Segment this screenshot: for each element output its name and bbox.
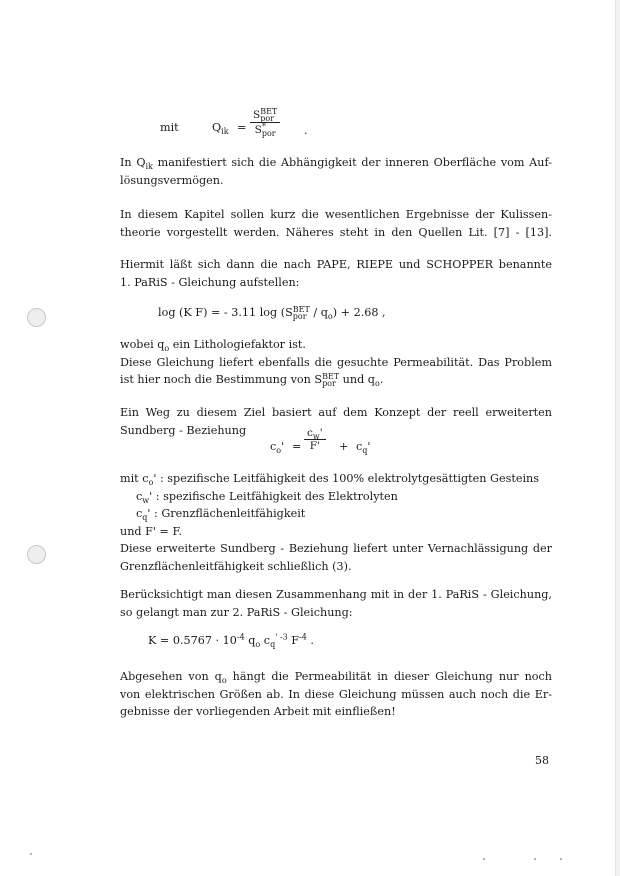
eq1-part-a: log (K F) = - 3.11 log (S [158, 306, 293, 319]
p1-line1 [120, 154, 552, 172]
paragraph-qik [120, 154, 552, 189]
scan-speck [534, 858, 536, 860]
fraction-numerator [250, 108, 280, 123]
def-cw-a: c [136, 489, 143, 503]
p4-l3b: und q [339, 373, 375, 386]
p4-line2: Diese Gleichung liefert ebenfalls die gesuchte Permeabilität. Das Problem [120, 355, 552, 369]
punch-hole-lower [27, 545, 46, 564]
p4-l3-sup: BET [322, 372, 340, 381]
eq3-part-c: c [260, 634, 271, 647]
def-cw-sub: w [142, 495, 150, 505]
num-sub: por [260, 114, 274, 123]
paragraph-paris-2 [120, 586, 552, 621]
eq1-sup: BET [292, 305, 310, 314]
eq2-fraction-numerator [304, 427, 326, 440]
eq1-part-b: / q [309, 306, 328, 319]
p4-l3-sub: por [322, 379, 336, 388]
p3-line1: Hiermit läßt sich dann die nach PAPE, RIEPE und SCHOPPER benannte [120, 258, 552, 271]
p7-line2: von elektrischen Größen ab. In diese Gleichung müssen auch noch die Er- [120, 687, 552, 701]
eq3-sub2: q [270, 640, 276, 650]
paragraph-paris [120, 256, 552, 291]
p7-l1a: Abgesehen von q [120, 670, 222, 683]
p4-l3c: . [379, 373, 384, 386]
p5-line1: Ein Weg zu diesem Ziel basiert auf dem Konzept der reell erweiterten [120, 406, 552, 419]
num-s: S [253, 109, 261, 121]
p1-l1b: manifestiert sich die Abhängigkeit der inneren Oberfläche vom Auf- [152, 156, 552, 169]
def-line5: Diese erweiterte Sundberg - Beziehung liefert unter Vernachlässigung der [120, 542, 552, 555]
scan-speck [560, 858, 562, 860]
den-s: S [254, 124, 262, 136]
eq2-num-prime: ' [319, 427, 323, 439]
eq3-sup2: ' -3 [275, 632, 288, 642]
def-co-a: mit c [120, 472, 149, 485]
eq2-lhs-sub: o [276, 446, 282, 456]
p1-l1a: In Q [120, 156, 146, 169]
eq3-part-e: . [306, 634, 314, 647]
p4-l3-sub2: o [374, 379, 380, 389]
eq2-rhs [356, 440, 371, 456]
eq2-num-sub: w [312, 432, 320, 442]
def-cq-b: ' : Grenzflächenleitfähigkeit [147, 507, 306, 520]
p4-l1b: ein Lithologiefaktor ist. [169, 338, 306, 351]
def-cq [120, 505, 552, 523]
p5-line2: Sundberg - Beziehung [120, 423, 247, 437]
paragraph-kapitel [120, 206, 552, 241]
eq2-fraction [304, 427, 326, 452]
def-cq-sub: q [142, 513, 148, 523]
p4-l3a: ist hier noch die Bestimmung von S [120, 373, 323, 386]
formula-qik-lhs [212, 121, 229, 137]
def-co-b: ' : spezifische Leitfähigkeit des 100% elektrolytgesättigten Gesteins [153, 472, 539, 485]
eq1-sub: por [292, 312, 307, 321]
eq2-fraction-denominator: F' [309, 440, 320, 452]
p4-l1-sub: o [164, 344, 170, 354]
scan-speck [483, 858, 485, 860]
def-f: und F' = F. [120, 524, 183, 538]
formula-qik-fraction [250, 108, 280, 137]
def-cw [120, 488, 552, 506]
eq2-equals: = [292, 440, 302, 453]
page-edge-shadow [615, 0, 620, 876]
definitions-block [120, 470, 552, 575]
eq3-sub1: o [255, 640, 261, 650]
num-sup: BET [260, 107, 278, 116]
eq3-sup1: -4 [236, 632, 245, 642]
p4-line3 [120, 371, 552, 389]
eq1-part-c: ) + 2.68 , [332, 306, 386, 319]
eq2-lhs-prime: ' [281, 440, 285, 453]
scan-speck [30, 853, 32, 855]
eq2-lhs-c: c [270, 440, 277, 453]
p7-l1b: hängt die Permeabilität in dieser Gleichung nur noch [226, 670, 552, 683]
page-number: 58 [535, 754, 549, 767]
den-sub: por [261, 129, 276, 138]
equation-paris-2 [148, 632, 314, 650]
p7-line3: gebnisse der vorliegenden Arbeit mit einfließen! [120, 705, 396, 718]
eq2-rhs-prime: ' [367, 440, 371, 453]
p7-line1 [120, 668, 552, 686]
eq3-part-a: K = 0.5767 · 10 [148, 634, 237, 647]
p6-line1: Berücksichtigt man diesen Zusammenhang mit in der 1. PaRiS - Gleichung, [120, 588, 552, 601]
def-co [120, 470, 552, 488]
eq1-sub2: o [327, 312, 333, 322]
eq2-lhs [270, 440, 285, 456]
p3-line2: 1. PaRiS - Gleichung aufstellen: [120, 275, 300, 289]
eq3-sup3: -4 [299, 632, 307, 642]
eq2-num-c: c [307, 427, 313, 439]
p2-line2: theorie vorgestellt werden. Näheres steht in den Quellen Lit. [7] - [13]. [120, 225, 552, 239]
formula-qik-period: . [304, 124, 308, 137]
paragraph-abgesehen [120, 668, 552, 721]
def-co-sub: o [148, 478, 154, 488]
eq2-rhs-sub: q [362, 446, 368, 456]
def-cw-b: ' : spezifische Leitfähigkeit des Elektrolyten [149, 489, 398, 503]
eq2-rhs-c: c [356, 440, 363, 453]
formula-qik-eq: = [237, 121, 247, 134]
paragraph-sundberg [120, 404, 552, 442]
def-cq-a: c [136, 507, 143, 520]
eq2-plus: + [339, 440, 349, 453]
p4-l1a: wobei q [120, 338, 165, 351]
equation-paris-1 [158, 306, 386, 320]
eq3-part-d: F [287, 634, 300, 647]
qik-symbol: Q [212, 121, 222, 134]
def-line6: Grenzflächenleitfähigkeit schließlich (3). [120, 559, 352, 573]
p1-sub: ik [145, 162, 153, 172]
eq3-part-b: q [244, 634, 256, 647]
paragraph-lithologie [120, 336, 552, 389]
p1-line2: lösungsvermögen. [120, 173, 224, 187]
formula-mit-word: mit [160, 121, 179, 134]
punch-hole-upper [27, 308, 46, 327]
den-sup: * [261, 122, 266, 131]
p6-line2: so gelangt man zur 2. PaRiS - Gleichung: [120, 605, 353, 619]
p2-line1: In diesem Kapitel sollen kurz die wesentlichen Ergebnisse der Kulissen- [120, 208, 552, 221]
p7-sub: o [221, 676, 227, 686]
fraction-denominator [250, 123, 280, 137]
p4-line1 [120, 336, 552, 354]
qik-subscript: ik [221, 127, 229, 137]
